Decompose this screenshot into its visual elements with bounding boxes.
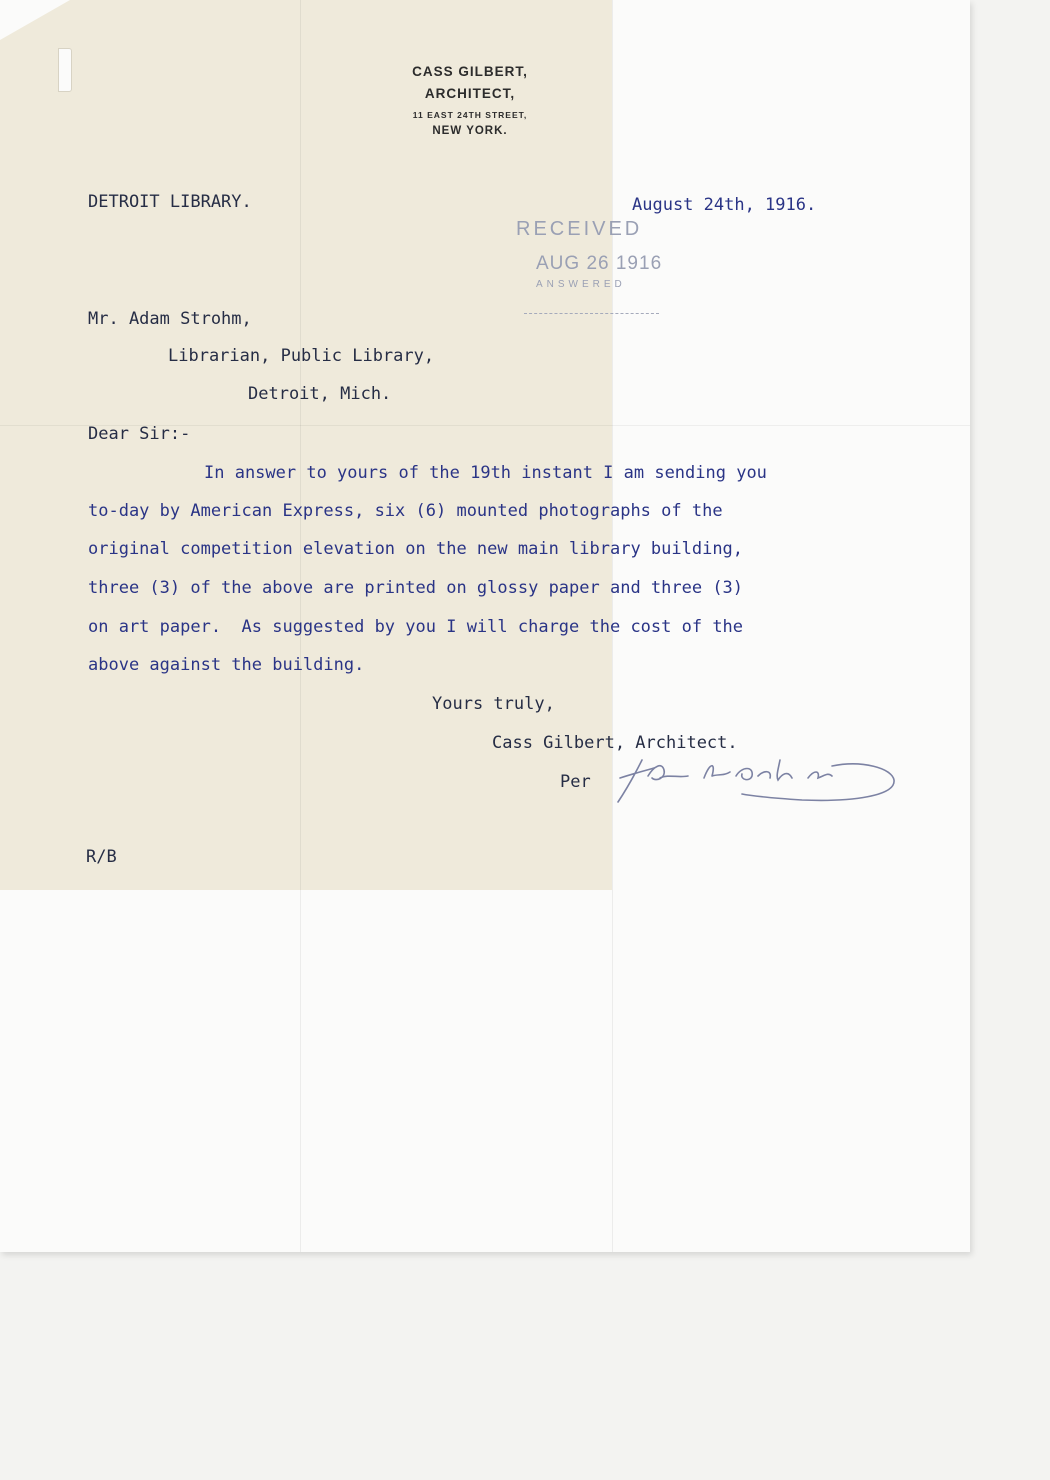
letter-date: August 24th, 1916.: [632, 195, 817, 215]
stamp-answered: ANSWERED: [536, 279, 626, 290]
paper-notch: [58, 48, 72, 92]
typist-initials: R/B: [86, 847, 117, 867]
addressee-city: Detroit, Mich.: [248, 384, 392, 404]
reference-line: DETROIT LIBRARY.: [88, 192, 252, 212]
letterhead-street: 11 EAST 24TH STREET,: [412, 110, 528, 120]
addressee-position: Librarian, Public Library,: [168, 346, 435, 366]
per-label: Per: [560, 772, 591, 792]
closing: Yours truly,: [432, 694, 555, 714]
paper-tint: [0, 0, 612, 890]
stamp-date: AUG 26 1916: [536, 253, 663, 274]
letterhead-firm: CASS GILBERT,: [412, 64, 528, 79]
body-line: In answer to yours of the 19th instant I am sending you: [204, 463, 767, 483]
body-line: three (3) of the above are printed on glossy paper and three (3): [88, 578, 744, 598]
handwritten-signature: [612, 756, 902, 816]
stamp-rule: [524, 313, 659, 314]
body-line: to-day by American Express, six (6) mounted photographs of the: [88, 501, 723, 521]
signatory: Cass Gilbert, Architect.: [492, 733, 738, 753]
body-line: above against the building.: [88, 655, 365, 675]
salutation: Dear Sir:-: [88, 424, 191, 444]
body-line: original competition elevation on the new main library building,: [88, 539, 744, 559]
letterhead-city: NEW YORK.: [432, 125, 508, 137]
body-line: on art paper. As suggested by you I will charge the cost of the: [88, 617, 744, 637]
letterhead-title: ARCHITECT,: [424, 86, 516, 101]
addressee-name: Mr. Adam Strohm,: [88, 309, 252, 329]
received-stamp: [516, 218, 666, 290]
stamp-received: RECEIVED: [516, 218, 643, 240]
